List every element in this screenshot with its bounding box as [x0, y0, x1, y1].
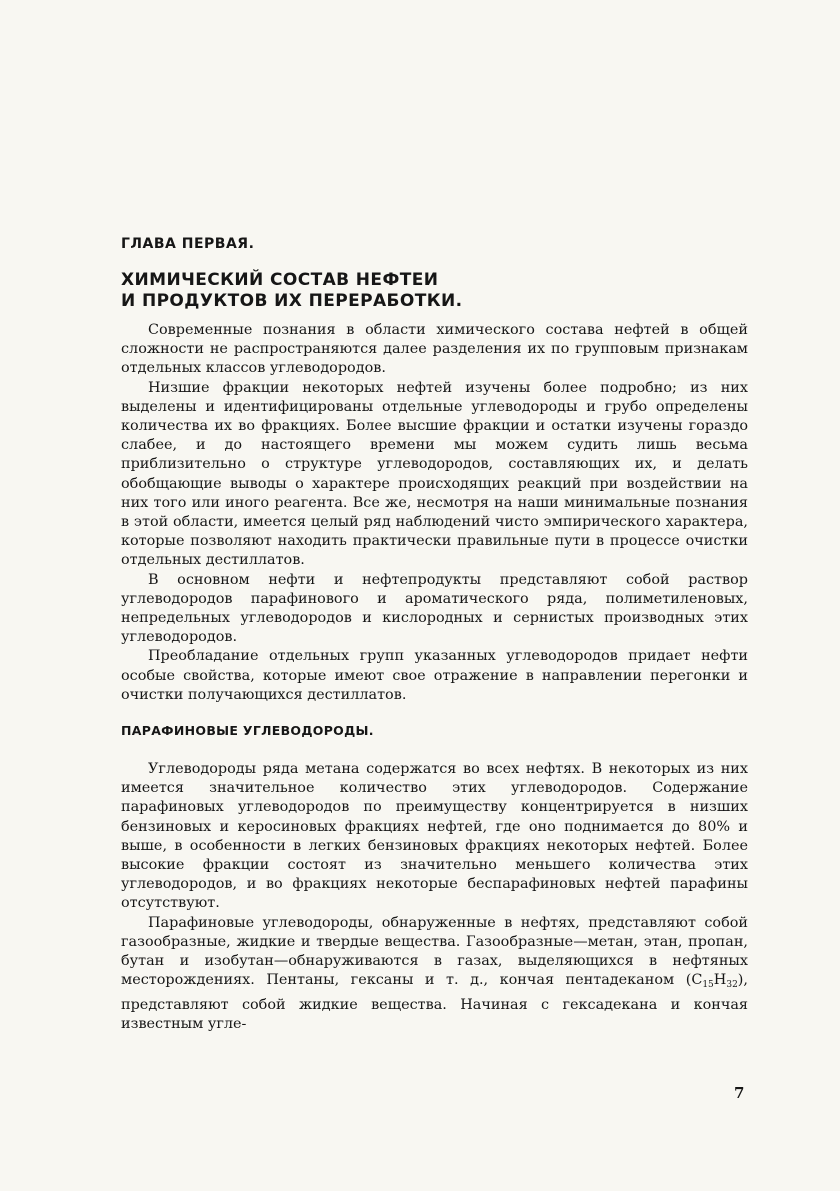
paragraph-section-2-part-2: ), представляют собой жидкие вещества. Начиная с гексадекана и кончая известным угле- — [121, 972, 748, 1032]
page-content — [121, 236, 748, 1034]
paragraph-intro-3: В основном нефти и нефтепродукты представляют собой раствор углеводородов парафинового и ароматического ряда, полиметиленовых, непредельных углеводородов и кислородных и сернистых производных этих углеводородов. — [121, 571, 748, 646]
paragraph-section-2 — [121, 914, 748, 1034]
chapter-title-line-2: И ПРОДУКТОВ ИХ ПЕРЕРАБОТКИ. — [121, 291, 463, 311]
page-number: 7 — [734, 1084, 745, 1102]
chemical-formula: $C_{15}H_{32}$ — [691, 972, 738, 991]
paragraph-intro-1: Современные познания в области химического состава нефтей в общей сложности не распространяются далее разделения их по групповым признакам отдельных классов углеводородов. — [121, 322, 748, 377]
paragraph-intro-2: Низшие фракции некоторых нефтей изучены более подробно; из них выделены и идентифицированы отдельные углеводороды и грубо определены количества их во фракциях. Более высшие фракции и остатки изучены гораздо слабее, и до настоящего времени мы можем судить лишь весьма приблизительно о структуре углеводородов, составляющих их, и делать обобщающие выводы о характере происходящих реакций при воздействии на них того или иного реагента. Все же, несмотря на наши минимальные познания в этой области, имеется целый ряд наблюдений чисто эмпирического характера, которые позволяют находить практически правильные пути в процессе очистки отдельных дестиллатов. — [121, 379, 748, 569]
chapter-label: ГЛАВА ПЕРВАЯ. — [121, 236, 255, 252]
chapter-title — [121, 270, 748, 312]
paragraph-section-1: Углеводороды ряда метана содержатся во всех нефтях. В некоторых из них имеется значительное количество этих углеводородов. Содержание парафиновых углеводородов по преимуществу концентрируется в низших бензиновых и керосиновых фракциях нефтей, где оно поднимается до 80% и выше, в особенности в легких бензиновых фракциях некоторых нефтей. Более высокие фракции состоят из значительно меньшего количества этих углеводородов, и во фракциях некоторые беспарафиновых нефтей парафины отсутствуют. — [121, 761, 748, 912]
section-heading: ПАРАФИНОВЫЕ УГЛЕВОДОРОДЫ. — [121, 723, 374, 739]
paragraph-intro-4: Преобладание отдельных групп указанных углеводородов придает нефти особые свойства, которые имеют свое отражение в направлении перегонки и очистки получающихся дестиллатов. — [121, 648, 748, 703]
chapter-title-line-1: ХИМИЧЕСКИЙ СОСТАВ НЕФТЕИ — [121, 270, 439, 290]
paragraph-section-2-part-1: Парафиновые углеводороды, обнаруженные в нефтях, представляют собой газообразные, жидкие и твердые вещества. Газообразные—метан, этан, пропан, бутан и изобутан—обнаруживаются в газах, выделяющихся в нефтяных месторождениях. Пентаны, гексаны и т. д., кончая пентадеканом ( — [121, 914, 748, 989]
